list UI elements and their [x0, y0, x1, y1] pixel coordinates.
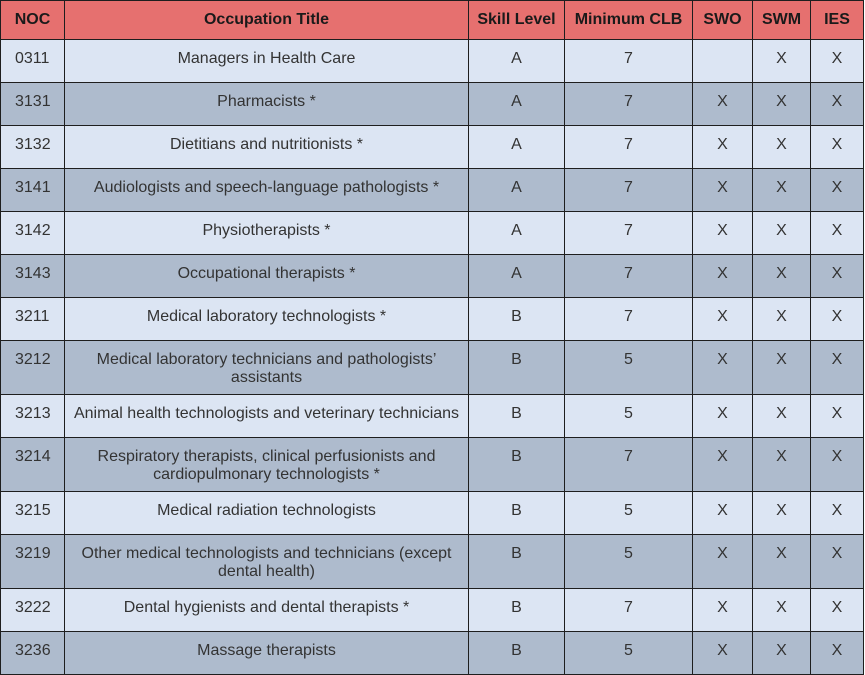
- swo-cell: X: [693, 492, 753, 535]
- swo-cell: X: [693, 632, 753, 675]
- occupation-title-cell: Pharmacists *: [65, 83, 469, 126]
- skill-level-cell: B: [469, 492, 565, 535]
- occupation-title-cell: Medical laboratory technologists *: [65, 298, 469, 341]
- noc-cell: 3143: [1, 255, 65, 298]
- swo-cell: X: [693, 83, 753, 126]
- swo-cell: X: [693, 212, 753, 255]
- skill-level-cell: A: [469, 40, 565, 83]
- ies-cell: X: [811, 169, 864, 212]
- minimum-clb-cell: 7: [565, 298, 693, 341]
- occupation-title-cell: Animal health technologists and veterinary technicians: [65, 395, 469, 438]
- table-row: [1, 40, 864, 83]
- noc-cell: 3212: [1, 341, 65, 395]
- noc-cell: 3215: [1, 492, 65, 535]
- table-row: [1, 438, 864, 492]
- header-swo: SWO: [693, 1, 753, 40]
- ies-cell: X: [811, 126, 864, 169]
- swm-cell: X: [753, 589, 811, 632]
- table-row: [1, 126, 864, 169]
- header-ies: IES: [811, 1, 864, 40]
- occupation-title-cell: Medical laboratory technicians and pathologists’ assistants: [65, 341, 469, 395]
- ies-cell: X: [811, 83, 864, 126]
- ies-cell: X: [811, 438, 864, 492]
- swo-cell: X: [693, 341, 753, 395]
- ies-cell: X: [811, 212, 864, 255]
- noc-cell: 3222: [1, 589, 65, 632]
- skill-level-cell: A: [469, 255, 565, 298]
- noc-cell: 3236: [1, 632, 65, 675]
- noc-cell: 3132: [1, 126, 65, 169]
- occupation-title-cell: Audiologists and speech-language pathologists *: [65, 169, 469, 212]
- swm-cell: X: [753, 492, 811, 535]
- minimum-clb-cell: 5: [565, 341, 693, 395]
- swm-cell: X: [753, 212, 811, 255]
- header-minimum-clb: Minimum CLB: [565, 1, 693, 40]
- swm-cell: X: [753, 341, 811, 395]
- minimum-clb-cell: 7: [565, 83, 693, 126]
- table-row: [1, 255, 864, 298]
- minimum-clb-cell: 7: [565, 40, 693, 83]
- table-row: [1, 341, 864, 395]
- skill-level-cell: B: [469, 341, 565, 395]
- noc-cell: 3141: [1, 169, 65, 212]
- occupation-title-cell: Massage therapists: [65, 632, 469, 675]
- skill-level-cell: A: [469, 126, 565, 169]
- noc-cell: 3219: [1, 535, 65, 589]
- ies-cell: X: [811, 40, 864, 83]
- ies-cell: X: [811, 341, 864, 395]
- minimum-clb-cell: 5: [565, 632, 693, 675]
- minimum-clb-cell: 7: [565, 169, 693, 212]
- swm-cell: X: [753, 438, 811, 492]
- table-row: [1, 395, 864, 438]
- minimum-clb-cell: 7: [565, 255, 693, 298]
- occupation-title-cell: Occupational therapists *: [65, 255, 469, 298]
- occupation-title-cell: Managers in Health Care: [65, 40, 469, 83]
- swo-cell: X: [693, 535, 753, 589]
- occupation-title-cell: Respiratory therapists, clinical perfusionists and cardiopulmonary technologists *: [65, 438, 469, 492]
- noc-cell: 3214: [1, 438, 65, 492]
- table-row: [1, 298, 864, 341]
- noc-cell: 3142: [1, 212, 65, 255]
- skill-level-cell: A: [469, 212, 565, 255]
- swm-cell: X: [753, 632, 811, 675]
- swm-cell: X: [753, 83, 811, 126]
- header-occupation-title: Occupation Title: [65, 1, 469, 40]
- swm-cell: X: [753, 40, 811, 83]
- ies-cell: X: [811, 255, 864, 298]
- table-row: [1, 83, 864, 126]
- minimum-clb-cell: 7: [565, 126, 693, 169]
- occupation-title-cell: Medical radiation technologists: [65, 492, 469, 535]
- swo-cell: X: [693, 395, 753, 438]
- skill-level-cell: B: [469, 438, 565, 492]
- minimum-clb-cell: 5: [565, 395, 693, 438]
- minimum-clb-cell: 5: [565, 492, 693, 535]
- table-row: [1, 212, 864, 255]
- swm-cell: X: [753, 126, 811, 169]
- minimum-clb-cell: 5: [565, 535, 693, 589]
- swo-cell: X: [693, 126, 753, 169]
- table-row: [1, 632, 864, 675]
- skill-level-cell: B: [469, 298, 565, 341]
- noc-cell: 3213: [1, 395, 65, 438]
- swo-cell: X: [693, 438, 753, 492]
- skill-level-cell: B: [469, 395, 565, 438]
- swm-cell: X: [753, 255, 811, 298]
- swo-cell: X: [693, 169, 753, 212]
- swm-cell: X: [753, 395, 811, 438]
- skill-level-cell: A: [469, 169, 565, 212]
- occupation-title-cell: Other medical technologists and technicians (except dental health): [65, 535, 469, 589]
- occupation-title-cell: Dental hygienists and dental therapists *: [65, 589, 469, 632]
- minimum-clb-cell: 7: [565, 589, 693, 632]
- skill-level-cell: B: [469, 535, 565, 589]
- table-row: [1, 169, 864, 212]
- header-swm: SWM: [753, 1, 811, 40]
- table-row: [1, 589, 864, 632]
- table-row: [1, 492, 864, 535]
- minimum-clb-cell: 7: [565, 212, 693, 255]
- header-skill-level: Skill Level: [469, 1, 565, 40]
- noc-cell: 0311: [1, 40, 65, 83]
- ies-cell: X: [811, 589, 864, 632]
- skill-level-cell: B: [469, 589, 565, 632]
- table-row: [1, 535, 864, 589]
- occupation-title-cell: Dietitians and nutritionists *: [65, 126, 469, 169]
- swo-cell: [693, 40, 753, 83]
- swm-cell: X: [753, 535, 811, 589]
- header-noc: NOC: [1, 1, 65, 40]
- minimum-clb-cell: 7: [565, 438, 693, 492]
- skill-level-cell: B: [469, 632, 565, 675]
- occupation-title-cell: Physiotherapists *: [65, 212, 469, 255]
- swo-cell: X: [693, 589, 753, 632]
- skill-level-cell: A: [469, 83, 565, 126]
- ies-cell: X: [811, 492, 864, 535]
- header-row: [1, 1, 864, 40]
- swm-cell: X: [753, 169, 811, 212]
- swo-cell: X: [693, 255, 753, 298]
- ies-cell: X: [811, 632, 864, 675]
- ies-cell: X: [811, 535, 864, 589]
- noc-cell: 3131: [1, 83, 65, 126]
- noc-cell: 3211: [1, 298, 65, 341]
- swo-cell: X: [693, 298, 753, 341]
- ies-cell: X: [811, 395, 864, 438]
- swm-cell: X: [753, 298, 811, 341]
- ies-cell: X: [811, 298, 864, 341]
